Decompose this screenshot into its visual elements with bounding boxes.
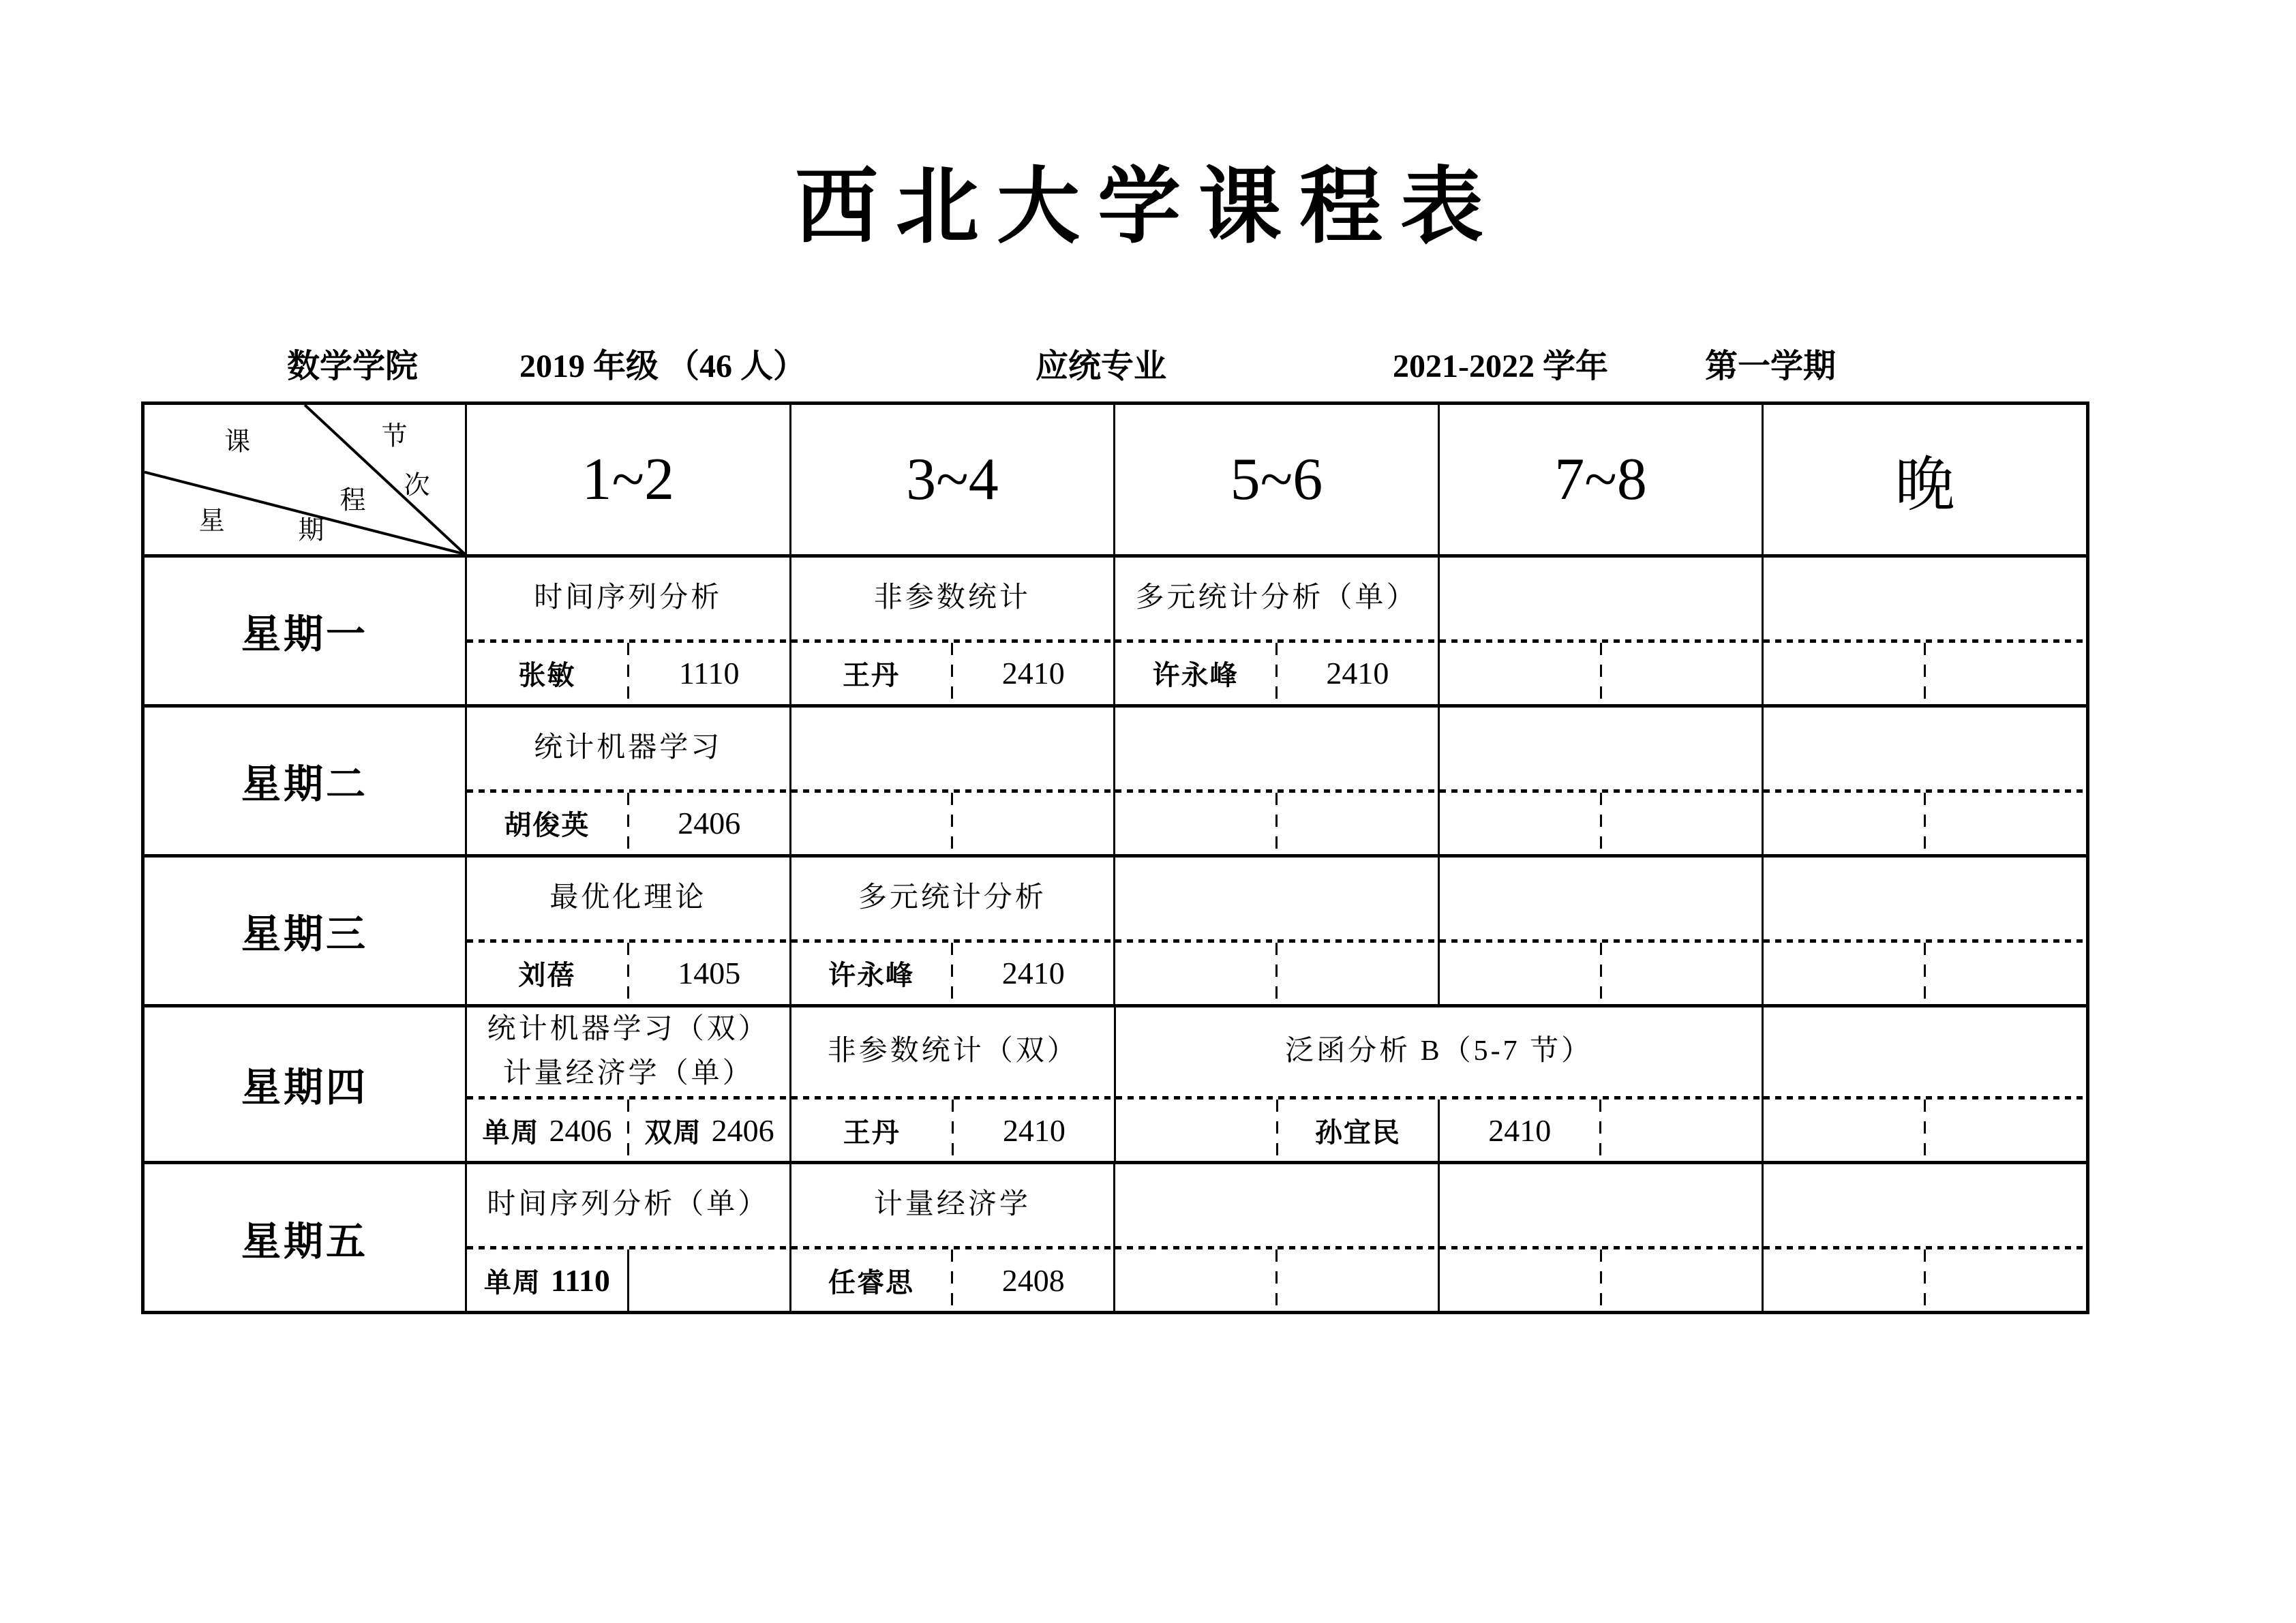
info-major: 应统专业 [1036, 348, 1167, 384]
day-row-4 [145, 1004, 2086, 1161]
course-cell [465, 858, 789, 1004]
course-subrow [467, 1096, 789, 1161]
course-subrow [467, 639, 789, 704]
teacher-cell [467, 1099, 627, 1161]
course-name [1440, 858, 1762, 939]
course-name [467, 858, 789, 939]
course-name-line: 非参数统计（双） [827, 1035, 1078, 1067]
course-cell [789, 1164, 1114, 1311]
info-department: 数学学院 [287, 348, 419, 384]
teacher-cell [467, 1249, 627, 1311]
teacher-cell [791, 1249, 952, 1311]
period-header-3: 5~6 [1113, 405, 1438, 554]
course-subrow [1764, 639, 2086, 704]
course-subrow [1116, 1096, 1761, 1161]
room-cell [1926, 793, 2086, 854]
room-number: 1110 [678, 656, 740, 691]
course-name [1764, 558, 2086, 639]
empty-cell [1601, 1099, 1761, 1161]
course-cell [1762, 708, 2086, 854]
teacher-cell [1764, 1099, 1924, 1161]
day-row-3 [145, 854, 2086, 1004]
teacher-name: 孙宜民 [1314, 1117, 1401, 1148]
day-label: 星期二 [241, 762, 368, 807]
course-name-line: 统计机器学习（双） [487, 1013, 770, 1045]
room-number: 2410 [1488, 1112, 1552, 1148]
course-name-line: 计量经济学 [873, 1189, 1031, 1221]
course-name [791, 558, 1114, 639]
corner-label: 星 [198, 506, 225, 536]
teacher-cell [467, 793, 627, 854]
teacher-cell [1764, 643, 1924, 704]
teacher-cell [791, 943, 952, 1004]
room-cell [1278, 793, 1438, 854]
period-header-1: 1~2 [465, 405, 789, 554]
room-cell [629, 643, 789, 704]
course-cell [465, 558, 789, 704]
teacher-name: 胡俊英 [504, 810, 590, 841]
course-subrow [791, 639, 1114, 704]
course-name-line: 统计机器学习 [534, 732, 723, 764]
teacher-name: 王丹 [843, 1117, 901, 1148]
course-name [1440, 1164, 1762, 1246]
period-header-2: 3~4 [789, 405, 1114, 554]
teacher-name: 刘蓓 [518, 960, 576, 991]
course-cell [1438, 1164, 1762, 1311]
day-label: 星期一 [241, 612, 368, 657]
course-name-line: 多元统计分析 [858, 882, 1046, 914]
course-cell [1762, 1007, 2086, 1161]
course-cell [789, 708, 1114, 854]
course-cell [1113, 858, 1438, 1004]
course-name-line: 多元统计分析（单） [1135, 582, 1418, 614]
course-name [467, 708, 789, 789]
teacher-cell [1440, 793, 1600, 854]
course-subrow [467, 789, 789, 854]
info-academic-year: 2021-2022 学年 [1393, 348, 1608, 384]
room-cell [953, 643, 1113, 704]
room-number: 2406 [549, 1112, 612, 1148]
course-subrow [1115, 639, 1438, 704]
room-cell [629, 1249, 789, 1311]
course-cell [1762, 1164, 2086, 1311]
course-subrow [791, 1096, 1114, 1161]
day-row-columns [465, 1164, 2086, 1311]
page-title: 西北大学课程表 [795, 162, 1501, 254]
teacher-name: 王丹 [842, 661, 900, 691]
teacher-cell [1440, 1249, 1600, 1311]
room-number: 2410 [1002, 1112, 1066, 1148]
teacher-name: 许永峰 [828, 960, 914, 991]
teacher-cell [1764, 943, 1924, 1004]
teacher-cell [1764, 1249, 1924, 1311]
course-cell [1438, 558, 1762, 704]
teacher-cell [1278, 1099, 1438, 1161]
course-name [1440, 558, 1762, 639]
room-cell [953, 943, 1113, 1004]
course-name [1116, 1007, 1761, 1096]
course-name [791, 1164, 1114, 1246]
teacher-cell [791, 1099, 952, 1161]
course-subrow [1764, 789, 2086, 854]
room-cell [1440, 1099, 1599, 1161]
course-subrow [467, 939, 789, 1004]
course-cell [1438, 858, 1762, 1004]
course-name-line: 泛函分析 B（5-7 节） [1285, 1035, 1593, 1067]
day-label: 星期三 [241, 912, 368, 957]
teacher-cell [1764, 793, 1924, 854]
course-name [1115, 708, 1438, 789]
teacher-name: 张敏 [518, 661, 576, 691]
room-cell [1278, 1249, 1438, 1311]
corner-label: 课 [224, 427, 251, 457]
room-cell [1602, 643, 1762, 704]
course-name-line: 非参数统计 [873, 582, 1031, 614]
teacher-cell [791, 793, 952, 854]
room-number: 1110 [550, 1262, 610, 1298]
course-name-line: 计量经济学（单） [502, 1057, 754, 1089]
course-cell [789, 858, 1114, 1004]
course-name [1764, 1007, 2086, 1096]
teacher-name: 任睿思 [828, 1267, 914, 1298]
course-cell [465, 1164, 789, 1311]
info-semester: 第一学期 [1705, 348, 1837, 384]
room-cell [1278, 943, 1438, 1004]
corner-label: 次 [404, 471, 430, 500]
room-number: 1405 [678, 956, 741, 991]
course-name [1115, 1164, 1438, 1246]
room-cell [1602, 1249, 1762, 1311]
day-label: 星期五 [241, 1219, 368, 1264]
room-number: 2410 [1001, 656, 1065, 691]
course-subrow [1440, 939, 1762, 1004]
course-name [1440, 708, 1762, 789]
teacher-cell [791, 643, 952, 704]
timetable-header-row [145, 405, 2086, 558]
teacher-cell [1115, 793, 1275, 854]
teacher-cell [1115, 643, 1275, 704]
teacher-name: 单周 [483, 1267, 541, 1298]
course-cell [789, 558, 1114, 704]
course-cell [465, 1007, 789, 1161]
day-row-5 [145, 1161, 2086, 1311]
course-cell [465, 708, 789, 854]
teacher-cell [1440, 943, 1600, 1004]
course-subrow [791, 789, 1114, 854]
room-cell [1278, 643, 1438, 704]
day-row-columns [465, 858, 2086, 1004]
period-header-4: 7~8 [1438, 405, 1762, 554]
course-cell [1113, 558, 1438, 704]
course-name [1115, 558, 1438, 639]
course-name [1115, 858, 1438, 939]
course-name-line: 最优化理论 [549, 882, 707, 914]
period-header-5: 晚 [1762, 405, 2086, 554]
course-subrow [1115, 789, 1438, 854]
room-cell [629, 793, 789, 854]
empty-cell [1116, 1099, 1275, 1161]
course-name [467, 1164, 789, 1246]
room-number: 2406 [678, 806, 741, 841]
course-cell [1113, 1164, 1438, 1311]
teacher-cell [1115, 1249, 1275, 1311]
room-cell [1926, 1249, 2086, 1311]
teacher-cell [1115, 943, 1275, 1004]
room-number: 2410 [1326, 656, 1389, 691]
course-name-line: 时间序列分析（单） [487, 1189, 770, 1221]
teacher-cell [467, 643, 627, 704]
course-name [791, 1007, 1114, 1096]
corner-label: 程 [339, 486, 366, 515]
course-cell [1762, 858, 2086, 1004]
course-subrow [1115, 1246, 1438, 1311]
teacher-name: 双周 [644, 1117, 702, 1148]
course-subrow [467, 1246, 789, 1311]
room-cell [953, 1249, 1113, 1311]
course-name [791, 858, 1114, 939]
room-number: 2410 [1001, 956, 1065, 991]
teacher-cell [1440, 643, 1600, 704]
course-name [1764, 1164, 2086, 1246]
room-number: 2408 [1001, 1262, 1065, 1298]
course-name [1764, 858, 2086, 939]
room-cell [1602, 943, 1762, 1004]
course-cell [1762, 558, 2086, 704]
teacher-name: 单周 [482, 1117, 540, 1148]
corner-label: 节 [381, 422, 408, 451]
corner-label: 期 [298, 516, 324, 545]
course-subrow [1440, 789, 1762, 854]
day-row-columns [465, 708, 2086, 854]
room-number: 2406 [711, 1112, 774, 1148]
room-cell [954, 1099, 1114, 1161]
course-cell [1113, 708, 1438, 854]
day-row-2 [145, 704, 2086, 854]
course-subrow [1440, 1246, 1762, 1311]
course-name [791, 708, 1114, 789]
info-bar [0, 339, 2296, 394]
room-cell [629, 943, 789, 1004]
course-name [1764, 708, 2086, 789]
room-cell [953, 793, 1113, 854]
room-cell [1602, 793, 1762, 854]
course-subrow [1115, 939, 1438, 1004]
course-subrow [791, 1246, 1114, 1311]
course-subrow [1764, 939, 2086, 1004]
room-cell [629, 1099, 789, 1161]
teacher-cell [467, 943, 627, 1004]
timetable [141, 401, 2089, 1314]
course-subrow [1764, 1246, 2086, 1311]
course-name-line: 时间序列分析 [534, 582, 723, 614]
day-label: 星期四 [241, 1065, 368, 1110]
course-cell [789, 1007, 1114, 1161]
day-row-1 [145, 558, 2086, 704]
room-cell [1926, 643, 2086, 704]
course-cell [1438, 708, 1762, 854]
course-name [467, 1007, 789, 1096]
day-row-columns [465, 558, 2086, 704]
course-subrow [1440, 639, 1762, 704]
course-subrow [1764, 1096, 2086, 1161]
teacher-name: 许永峰 [1152, 661, 1239, 691]
room-cell [1926, 943, 2086, 1004]
info-grade: 2019 年级 （46 人） [519, 348, 806, 384]
room-cell [1926, 1099, 2086, 1161]
course-name [467, 558, 789, 639]
course-subrow [791, 939, 1114, 1004]
day-row-columns [465, 1007, 2086, 1161]
course-cell [1114, 1007, 1761, 1161]
corner-cell [145, 405, 465, 554]
